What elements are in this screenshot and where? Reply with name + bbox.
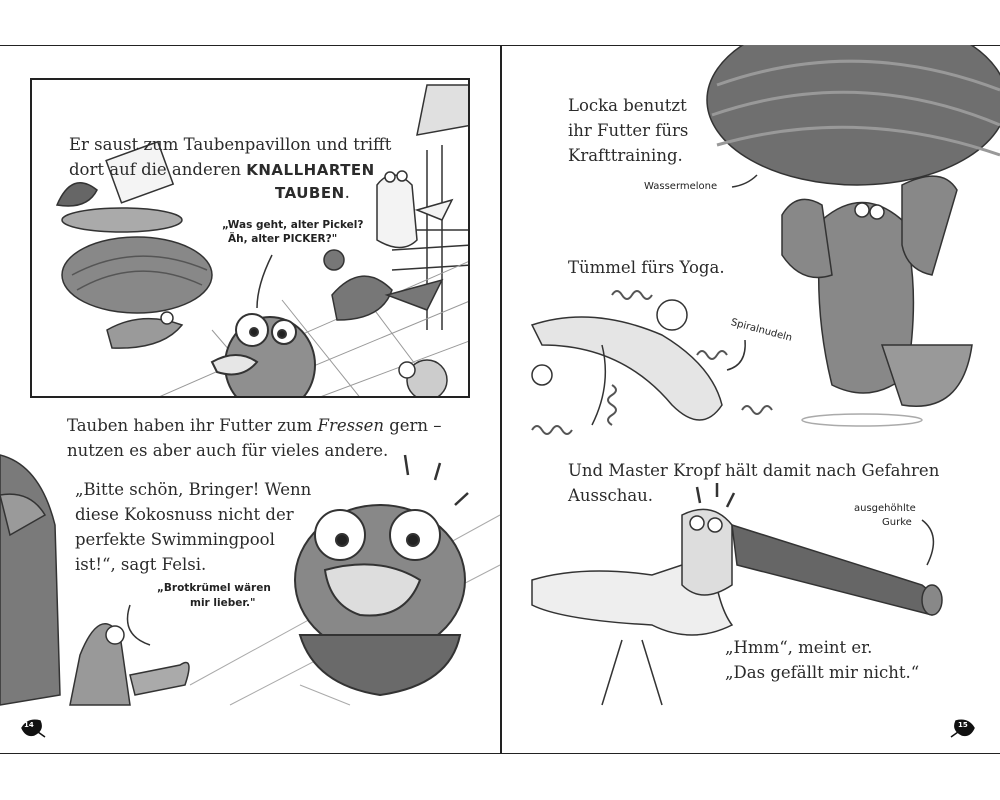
text4-line2: „Das gefällt mir nicht.“ — [725, 663, 920, 682]
label-cucumber-line1: ausgehöhlte — [854, 503, 916, 514]
text2: Tümmel fürs Yoga. — [568, 258, 725, 277]
pigeon-character — [212, 314, 315, 398]
panel-text-line3 — [275, 180, 350, 206]
page-number-right-text: 15 — [958, 721, 968, 729]
alert-marks — [697, 483, 734, 507]
dark-pigeon — [324, 250, 442, 320]
fallen-pigeon — [107, 312, 182, 348]
right-page — [502, 45, 1000, 754]
watermelon-drawing — [707, 45, 1000, 185]
speech-bubble-2-line2: mir lieber." — [190, 597, 256, 609]
quote-line2: diese Kokosnuss nicht der — [75, 505, 294, 524]
panel-text-line2-prefix: dort auf die anderen — [69, 160, 247, 179]
quote-line4: ist!“, sagt Felsi. — [75, 555, 207, 574]
white-pigeon — [377, 171, 452, 248]
text3-line2: Ausschau. — [568, 486, 654, 505]
speech-tail — [257, 255, 272, 308]
arrow-noodles — [727, 340, 745, 370]
quote-line1: „Bitte schön, Bringer! Wenn — [75, 480, 312, 499]
text3-line1: Und Master Kropf hält damit nach Gefahren — [568, 461, 940, 480]
label-noodles: Spiralnudeln — [729, 317, 794, 344]
body-line1-suffix: gern – — [383, 416, 442, 435]
speech-bubble-1-line1: „Was geht, alter Pickel? — [222, 219, 364, 231]
body-line2: nutzen es aber auch für vieles andere. — [67, 441, 389, 460]
body-line1-prefix: Tauben haben ihr Futter zum — [67, 416, 318, 435]
arrow-watermelon — [732, 175, 757, 187]
text1-line2: ihr Futter fürs — [568, 121, 689, 140]
quote-line3: perfekte Swimmingpool — [75, 530, 275, 549]
panel-text-line1: Er saust zum Taubenpavillon und trifft — [69, 135, 392, 154]
panel-text-period: . — [344, 183, 350, 202]
tangled-pigeon — [399, 360, 447, 398]
left-page — [0, 45, 500, 754]
body-line1 — [67, 413, 442, 438]
page-number-right — [950, 718, 976, 738]
speech-tail-2 — [128, 605, 151, 645]
page-number-left-text: 14 — [24, 721, 34, 729]
yoga-pigeons — [532, 300, 722, 425]
coconut-pigeon — [295, 505, 465, 695]
text1-line3: Krafttraining. — [568, 146, 683, 165]
label-watermelon: Wassermelone — [644, 181, 718, 192]
page-number-left — [20, 718, 46, 738]
body-line1-italic: Fressen — [317, 416, 384, 435]
speech-bubble-1-line2: Äh, alter PICKER?" — [228, 233, 338, 245]
text1-line1: Locka benutzt — [568, 96, 687, 115]
melon-half — [0, 455, 60, 705]
panel-text-emphasis: KNALLHARTEN — [246, 161, 375, 179]
surprise-marks — [405, 455, 468, 505]
strong-pigeon — [782, 176, 972, 426]
comic-panel — [30, 78, 470, 398]
arrow-cucumber — [922, 520, 933, 565]
speech-bubble-2-line1: „Brotkrümel wären — [157, 582, 271, 594]
thumbs-up-pigeon — [70, 624, 189, 705]
text4-line1: „Hmm“, meint er. — [725, 638, 873, 657]
panel-text-emphasis-2: TAUBEN — [275, 184, 345, 202]
label-cucumber-line2: Gurke — [882, 517, 912, 528]
